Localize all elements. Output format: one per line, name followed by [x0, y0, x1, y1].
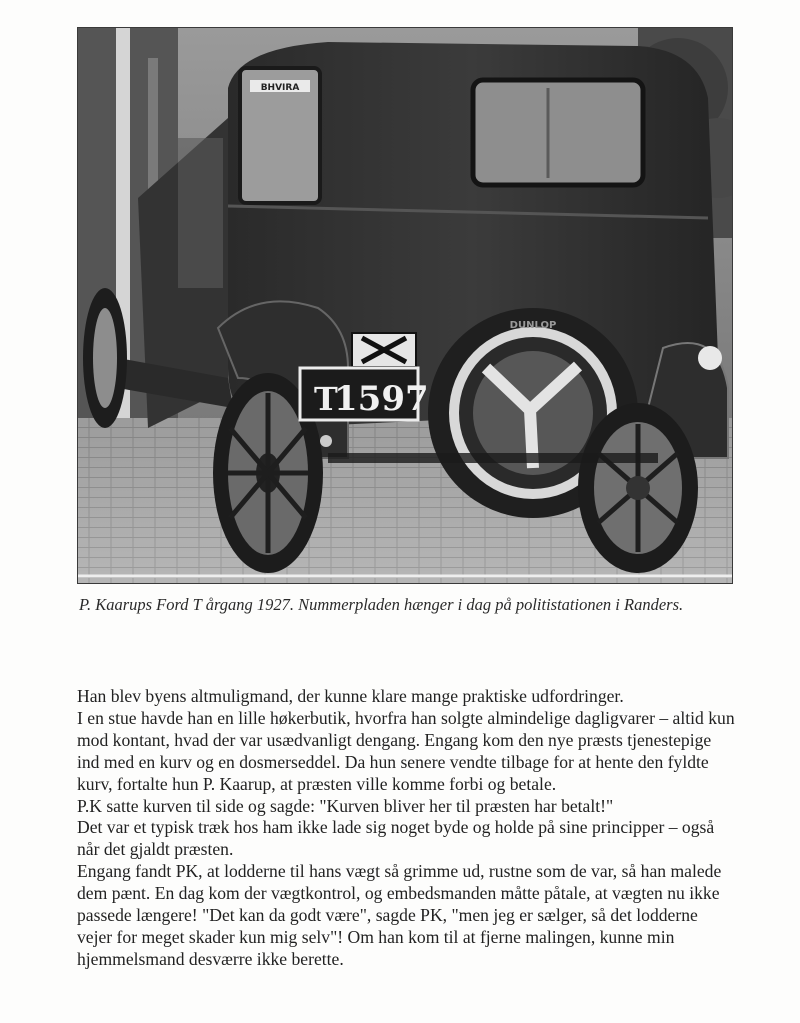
tire-brand: DUNLOP: [509, 320, 557, 331]
window-sign-text: BHVIRA: [260, 83, 300, 93]
front-wheel: [83, 288, 127, 428]
paragraph: Han blev byens altmuligmand, der kunne klare mange praktiske udfordringer.: [77, 686, 624, 706]
tail-lamp: [698, 346, 722, 370]
paragraph: P.K satte kurven til side og sagde: "Kurven bliver her til præsten har betalt!": [77, 795, 614, 816]
plate-letter: T: [314, 380, 338, 418]
paragraph: Engang fandt PK, at lodderne til hans vægt så grimme ud, rustne som de var, så han malede dem pænt. En dag kom der vægtkontrol, og embedsmanden måtte påtale, at vægten nu ikke passede længere! "Det kan da godt være", sagde PK, "men jeg er sælger, så det lodderne vejer for meget skader kun mig selv"! Om han kom til at fjerne malingen, kunne min hjemmelsmand desværre ikke berette.: [77, 861, 722, 969]
car-photograph: [77, 27, 733, 584]
article-body: [77, 686, 737, 971]
ford-model-t-illustration: [78, 28, 733, 584]
paragraph: I en stue havde han en lille høkerbutik, hvorfra han solgte almindelige dagligvarer – altid kun mod kontant, hvad der var usædvanligt dengang. Engang kom den nye præsts tjenestepige ind med en kurv og en dosmerseddel. Da hun senere vendte tilbage for at hente den fyldte kurv, fortalte hun P. Kaarup, at præsten ville komme forbi og betale.: [77, 707, 735, 794]
rear-window: [473, 80, 643, 185]
plate-number: 1597: [334, 379, 429, 419]
paragraph: Det var et typisk træk hos ham ikke lade sig noget byde og holde på sine principper – også når det gjaldt præsten.: [77, 817, 715, 860]
photo-caption: P. Kaarups Ford T årgang 1927. Nummerpladen hænger i dag på politistationen i Randers.: [79, 595, 684, 614]
rear-wheel-right: [578, 403, 698, 573]
